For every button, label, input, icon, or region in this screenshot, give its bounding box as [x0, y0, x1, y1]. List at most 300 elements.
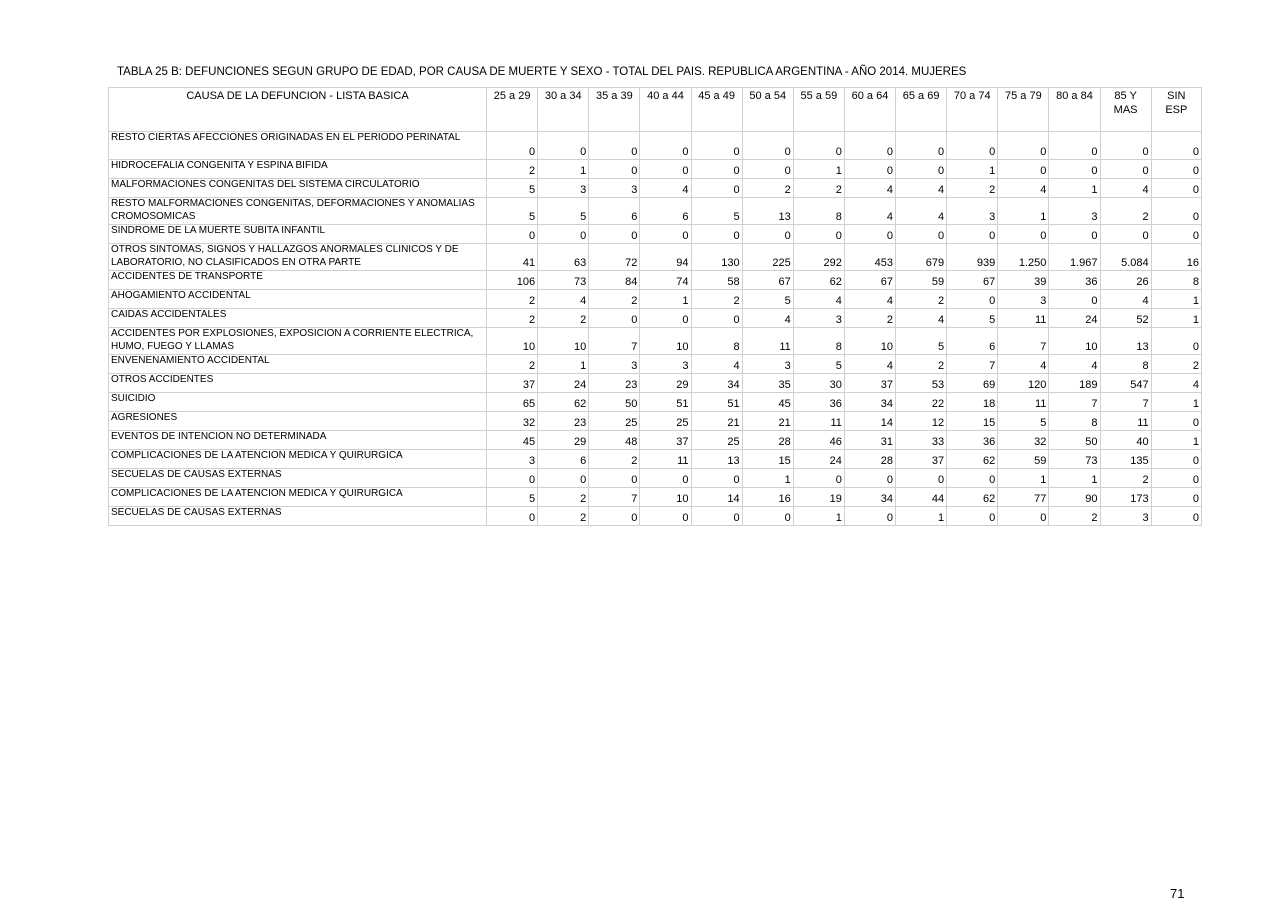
- value-cell: 11: [1100, 412, 1151, 431]
- value-cell: 4: [844, 355, 895, 374]
- value-cell: 0: [1151, 469, 1201, 488]
- value-cell: 0: [691, 132, 742, 160]
- value-cell: 0: [1151, 412, 1201, 431]
- value-cell: 18: [947, 393, 998, 412]
- page-number: 71: [1170, 886, 1185, 901]
- value-cell: 4: [640, 179, 691, 198]
- value-cell: 14: [691, 488, 742, 507]
- value-cell: 44: [896, 488, 947, 507]
- value-cell: 0: [589, 309, 640, 328]
- value-cell: 4: [844, 179, 895, 198]
- age-column-header: 25 a 29: [487, 88, 538, 132]
- value-cell: 0: [1049, 132, 1100, 160]
- value-cell: 5: [947, 309, 998, 328]
- value-cell: 0: [640, 225, 691, 244]
- value-cell: 3: [793, 309, 844, 328]
- value-cell: 37: [896, 450, 947, 469]
- value-cell: 0: [896, 160, 947, 179]
- cause-cell: ENVENENAMIENTO ACCIDENTAL: [109, 355, 487, 374]
- value-cell: 3: [487, 450, 538, 469]
- value-cell: 36: [1049, 271, 1100, 290]
- value-cell: 2: [487, 355, 538, 374]
- value-cell: 2: [742, 179, 793, 198]
- table-row: [109, 290, 1202, 309]
- value-cell: 36: [793, 393, 844, 412]
- value-cell: 0: [1151, 450, 1201, 469]
- value-cell: 4: [896, 179, 947, 198]
- value-cell: 0: [742, 132, 793, 160]
- value-cell: 1: [998, 469, 1049, 488]
- age-column-header: 35 a 39: [589, 88, 640, 132]
- value-cell: 0: [589, 225, 640, 244]
- value-cell: 0: [998, 160, 1049, 179]
- value-cell: 50: [1049, 431, 1100, 450]
- age-column-header: 85 Y MAS: [1100, 88, 1151, 132]
- value-cell: 2: [1100, 469, 1151, 488]
- cause-cell: HIDROCEFALIA CONGENITA Y ESPINA BIFIDA: [109, 160, 487, 179]
- value-cell: 11: [998, 393, 1049, 412]
- value-cell: 0: [589, 507, 640, 526]
- value-cell: 3: [1100, 507, 1151, 526]
- value-cell: 7: [1049, 393, 1100, 412]
- value-cell: 0: [1049, 225, 1100, 244]
- value-cell: 0: [1151, 507, 1201, 526]
- value-cell: 41: [487, 244, 538, 271]
- value-cell: 90: [1049, 488, 1100, 507]
- value-cell: 2: [487, 160, 538, 179]
- cause-cell: SECUELAS DE CAUSAS EXTERNAS: [109, 469, 487, 488]
- value-cell: 189: [1049, 374, 1100, 393]
- value-cell: 0: [487, 132, 538, 160]
- value-cell: 48: [589, 431, 640, 450]
- value-cell: 0: [1151, 132, 1201, 160]
- value-cell: 59: [998, 450, 1049, 469]
- value-cell: 1: [1151, 393, 1201, 412]
- value-cell: 0: [947, 507, 998, 526]
- value-cell: 4: [896, 309, 947, 328]
- value-cell: 1: [538, 160, 589, 179]
- age-column-header: 40 a 44: [640, 88, 691, 132]
- cause-cell: OTROS SINTOMAS, SIGNOS Y HALLAZGOS ANORMALES CLINICOS Y DE LABORATORIO, NO CLASIFICADOS EN OTRA PARTE: [109, 244, 487, 271]
- value-cell: 0: [1151, 225, 1201, 244]
- table-row: [109, 469, 1202, 488]
- table-row: [109, 160, 1202, 179]
- table-row: [109, 198, 1202, 225]
- value-cell: 0: [589, 469, 640, 488]
- value-cell: 0: [640, 132, 691, 160]
- value-cell: 1: [1049, 179, 1100, 198]
- value-cell: 0: [896, 469, 947, 488]
- value-cell: 7: [947, 355, 998, 374]
- value-cell: 73: [1049, 450, 1100, 469]
- value-cell: 2: [538, 309, 589, 328]
- value-cell: 25: [691, 431, 742, 450]
- value-cell: 292: [793, 244, 844, 271]
- value-cell: 0: [538, 132, 589, 160]
- value-cell: 23: [589, 374, 640, 393]
- value-cell: 3: [640, 355, 691, 374]
- age-column-header: 75 a 79: [998, 88, 1049, 132]
- table-row: [109, 507, 1202, 526]
- value-cell: 679: [896, 244, 947, 271]
- value-cell: 2: [793, 179, 844, 198]
- value-cell: 0: [742, 225, 793, 244]
- value-cell: 0: [793, 132, 844, 160]
- value-cell: 0: [742, 160, 793, 179]
- table-row: [109, 225, 1202, 244]
- age-column-header: 80 a 84: [1049, 88, 1100, 132]
- value-cell: 16: [1151, 244, 1201, 271]
- value-cell: 15: [742, 450, 793, 469]
- value-cell: 74: [640, 271, 691, 290]
- cause-cell: AGRESIONES: [109, 412, 487, 431]
- cause-cell: ACCIDENTES DE TRANSPORTE: [109, 271, 487, 290]
- value-cell: 3: [589, 355, 640, 374]
- value-cell: 0: [1049, 160, 1100, 179]
- value-cell: 5.084: [1100, 244, 1151, 271]
- value-cell: 1.967: [1049, 244, 1100, 271]
- age-column-header: 50 a 54: [742, 88, 793, 132]
- value-cell: 51: [691, 393, 742, 412]
- value-cell: 10: [1049, 328, 1100, 355]
- cause-cell: SINDROME DE LA MUERTE SUBITA INFANTIL: [109, 225, 487, 244]
- cause-cell: CAIDAS ACCIDENTALES: [109, 309, 487, 328]
- value-cell: 7: [589, 328, 640, 355]
- value-cell: 1: [998, 198, 1049, 225]
- value-cell: 6: [589, 198, 640, 225]
- value-cell: 63: [538, 244, 589, 271]
- table-row: [109, 309, 1202, 328]
- value-cell: 0: [947, 469, 998, 488]
- value-cell: 37: [844, 374, 895, 393]
- age-column-header: 55 a 59: [793, 88, 844, 132]
- value-cell: 5: [742, 290, 793, 309]
- value-cell: 10: [487, 328, 538, 355]
- value-cell: 58: [691, 271, 742, 290]
- value-cell: 939: [947, 244, 998, 271]
- value-cell: 24: [1049, 309, 1100, 328]
- value-cell: 0: [896, 132, 947, 160]
- value-cell: 4: [998, 355, 1049, 374]
- value-cell: 0: [640, 309, 691, 328]
- value-cell: 0: [947, 225, 998, 244]
- value-cell: 0: [487, 225, 538, 244]
- value-cell: 0: [1100, 160, 1151, 179]
- value-cell: 34: [691, 374, 742, 393]
- value-cell: 0: [691, 309, 742, 328]
- value-cell: 1: [947, 160, 998, 179]
- value-cell: 84: [589, 271, 640, 290]
- age-column-header: 70 a 74: [947, 88, 998, 132]
- value-cell: 4: [844, 290, 895, 309]
- value-cell: 1: [742, 469, 793, 488]
- cause-cell: AHOGAMIENTO ACCIDENTAL: [109, 290, 487, 309]
- value-cell: 0: [640, 469, 691, 488]
- value-cell: 4: [1100, 179, 1151, 198]
- value-cell: 67: [947, 271, 998, 290]
- value-cell: 8: [1049, 412, 1100, 431]
- value-cell: 39: [998, 271, 1049, 290]
- age-column-header: 45 a 49: [691, 88, 742, 132]
- value-cell: 33: [896, 431, 947, 450]
- value-cell: 5: [896, 328, 947, 355]
- value-cell: 0: [589, 160, 640, 179]
- value-cell: 4: [742, 309, 793, 328]
- age-column-header: 30 a 34: [538, 88, 589, 132]
- value-cell: 0: [691, 507, 742, 526]
- value-cell: 0: [742, 507, 793, 526]
- value-cell: 11: [793, 412, 844, 431]
- table-row: [109, 393, 1202, 412]
- value-cell: 52: [1100, 309, 1151, 328]
- value-cell: 10: [538, 328, 589, 355]
- value-cell: 3: [742, 355, 793, 374]
- value-cell: 59: [896, 271, 947, 290]
- value-cell: 5: [691, 198, 742, 225]
- value-cell: 3: [538, 179, 589, 198]
- age-column-header: 65 a 69: [896, 88, 947, 132]
- value-cell: 45: [742, 393, 793, 412]
- value-cell: 5: [998, 412, 1049, 431]
- value-cell: 7: [1100, 393, 1151, 412]
- value-cell: 21: [691, 412, 742, 431]
- cause-column-header: CAUSA DE LA DEFUNCION - LISTA BASICA: [109, 88, 487, 132]
- deaths-table: [108, 87, 1202, 526]
- value-cell: 26: [1100, 271, 1151, 290]
- cause-cell: RESTO MALFORMACIONES CONGENITAS, DEFORMACIONES Y ANOMALIAS CROMOSOMICAS: [109, 198, 487, 225]
- value-cell: 46: [793, 431, 844, 450]
- value-cell: 2: [691, 290, 742, 309]
- value-cell: 4: [793, 290, 844, 309]
- value-cell: 0: [947, 290, 998, 309]
- cause-cell: ACCIDENTES POR EXPLOSIONES, EXPOSICION A CORRIENTE ELECTRICA, HUMO, FUEGO Y LLAMAS: [109, 328, 487, 355]
- value-cell: 12: [896, 412, 947, 431]
- value-cell: 0: [998, 507, 1049, 526]
- value-cell: 2: [947, 179, 998, 198]
- value-cell: 67: [844, 271, 895, 290]
- value-cell: 1: [1151, 290, 1201, 309]
- value-cell: 225: [742, 244, 793, 271]
- value-cell: 1: [896, 507, 947, 526]
- cause-cell: SUICIDIO: [109, 393, 487, 412]
- value-cell: 0: [844, 507, 895, 526]
- value-cell: 1: [793, 507, 844, 526]
- value-cell: 2: [896, 355, 947, 374]
- table-row: [109, 179, 1202, 198]
- table-row: [109, 374, 1202, 393]
- cause-cell: SECUELAS DE CAUSAS EXTERNAS: [109, 507, 487, 526]
- value-cell: 2: [538, 488, 589, 507]
- value-cell: 1: [640, 290, 691, 309]
- value-cell: 13: [691, 450, 742, 469]
- table-row: [109, 328, 1202, 355]
- value-cell: 6: [947, 328, 998, 355]
- value-cell: 10: [640, 328, 691, 355]
- value-cell: 0: [998, 132, 1049, 160]
- value-cell: 77: [998, 488, 1049, 507]
- value-cell: 51: [640, 393, 691, 412]
- value-cell: 0: [844, 132, 895, 160]
- value-cell: 7: [589, 488, 640, 507]
- value-cell: 0: [844, 160, 895, 179]
- value-cell: 0: [640, 507, 691, 526]
- value-cell: 62: [793, 271, 844, 290]
- value-cell: 32: [487, 412, 538, 431]
- value-cell: 0: [998, 225, 1049, 244]
- value-cell: 0: [487, 507, 538, 526]
- value-cell: 62: [538, 393, 589, 412]
- value-cell: 0: [1100, 225, 1151, 244]
- value-cell: 0: [1151, 198, 1201, 225]
- value-cell: 2: [1049, 507, 1100, 526]
- value-cell: 2: [1100, 198, 1151, 225]
- value-cell: 40: [1100, 431, 1151, 450]
- value-cell: 2: [589, 290, 640, 309]
- value-cell: 2: [1151, 355, 1201, 374]
- value-cell: 65: [487, 393, 538, 412]
- value-cell: 11: [640, 450, 691, 469]
- value-cell: 4: [1049, 355, 1100, 374]
- value-cell: 45: [487, 431, 538, 450]
- value-cell: 67: [742, 271, 793, 290]
- table-row: [109, 355, 1202, 374]
- table-row: [109, 488, 1202, 507]
- value-cell: 2: [487, 290, 538, 309]
- value-cell: 50: [589, 393, 640, 412]
- value-cell: 8: [691, 328, 742, 355]
- value-cell: 2: [844, 309, 895, 328]
- value-cell: 30: [793, 374, 844, 393]
- cause-cell: COMPLICACIONES DE LA ATENCION MEDICA Y QUIRURGICA: [109, 450, 487, 469]
- value-cell: 5: [487, 179, 538, 198]
- cause-cell: RESTO CIERTAS AFECCIONES ORIGINADAS EN EL PERIODO PERINATAL: [109, 132, 487, 160]
- value-cell: 16: [742, 488, 793, 507]
- cause-cell: OTROS ACCIDENTES: [109, 374, 487, 393]
- value-cell: 547: [1100, 374, 1151, 393]
- value-cell: 11: [742, 328, 793, 355]
- value-cell: 94: [640, 244, 691, 271]
- value-cell: 135: [1100, 450, 1151, 469]
- value-cell: 28: [742, 431, 793, 450]
- value-cell: 8: [793, 328, 844, 355]
- value-cell: 0: [691, 469, 742, 488]
- value-cell: 1: [538, 355, 589, 374]
- value-cell: 1: [1151, 309, 1201, 328]
- value-cell: 21: [742, 412, 793, 431]
- value-cell: 2: [538, 507, 589, 526]
- value-cell: 0: [896, 225, 947, 244]
- table-row: [109, 132, 1202, 160]
- value-cell: 36: [947, 431, 998, 450]
- value-cell: 1: [793, 160, 844, 179]
- cause-cell: COMPLICACIONES DE LA ATENCION MEDICA Y QUIRURGICA: [109, 488, 487, 507]
- value-cell: 106: [487, 271, 538, 290]
- value-cell: 10: [844, 328, 895, 355]
- value-cell: 62: [947, 450, 998, 469]
- value-cell: 25: [640, 412, 691, 431]
- value-cell: 2: [487, 309, 538, 328]
- value-cell: 0: [538, 469, 589, 488]
- value-cell: 69: [947, 374, 998, 393]
- value-cell: 7: [998, 328, 1049, 355]
- value-cell: 31: [844, 431, 895, 450]
- value-cell: 62: [947, 488, 998, 507]
- value-cell: 0: [1151, 179, 1201, 198]
- value-cell: 19: [793, 488, 844, 507]
- value-cell: 4: [998, 179, 1049, 198]
- value-cell: 35: [742, 374, 793, 393]
- table-title: TABLA 25 B: DEFUNCIONES SEGUN GRUPO DE EDAD, POR CAUSA DE MUERTE Y SEXO - TOTAL DEL PAIS. REPUBLICA ARGENTINA - AÑO 2014. MUJERES: [117, 66, 967, 78]
- value-cell: 1.250: [998, 244, 1049, 271]
- value-cell: 3: [947, 198, 998, 225]
- value-cell: 0: [691, 160, 742, 179]
- value-cell: 8: [793, 198, 844, 225]
- value-cell: 120: [998, 374, 1049, 393]
- value-cell: 453: [844, 244, 895, 271]
- value-cell: 6: [640, 198, 691, 225]
- value-cell: 24: [538, 374, 589, 393]
- value-cell: 0: [844, 469, 895, 488]
- table-row: [109, 412, 1202, 431]
- value-cell: 2: [896, 290, 947, 309]
- value-cell: 5: [793, 355, 844, 374]
- value-cell: 0: [691, 179, 742, 198]
- value-cell: 3: [589, 179, 640, 198]
- age-column-header: 60 a 64: [844, 88, 895, 132]
- value-cell: 4: [1151, 374, 1201, 393]
- age-column-header: SIN ESP: [1151, 88, 1201, 132]
- value-cell: 0: [1100, 132, 1151, 160]
- value-cell: 1: [1049, 469, 1100, 488]
- value-cell: 29: [640, 374, 691, 393]
- value-cell: 37: [640, 431, 691, 450]
- value-cell: 73: [538, 271, 589, 290]
- value-cell: 8: [1100, 355, 1151, 374]
- value-cell: 32: [998, 431, 1049, 450]
- value-cell: 0: [691, 225, 742, 244]
- value-cell: 34: [844, 488, 895, 507]
- value-cell: 24: [793, 450, 844, 469]
- value-cell: 3: [998, 290, 1049, 309]
- value-cell: 0: [589, 132, 640, 160]
- value-cell: 0: [487, 469, 538, 488]
- table-row: [109, 431, 1202, 450]
- value-cell: 11: [998, 309, 1049, 328]
- value-cell: 0: [538, 225, 589, 244]
- value-cell: 4: [896, 198, 947, 225]
- value-cell: 29: [538, 431, 589, 450]
- value-cell: 0: [844, 225, 895, 244]
- value-cell: 72: [589, 244, 640, 271]
- value-cell: 25: [589, 412, 640, 431]
- value-cell: 15: [947, 412, 998, 431]
- header-row: [109, 88, 1202, 132]
- value-cell: 4: [1100, 290, 1151, 309]
- value-cell: 37: [487, 374, 538, 393]
- value-cell: 10: [640, 488, 691, 507]
- value-cell: 13: [1100, 328, 1151, 355]
- value-cell: 4: [691, 355, 742, 374]
- value-cell: 4: [538, 290, 589, 309]
- value-cell: 0: [640, 160, 691, 179]
- value-cell: 0: [1151, 160, 1201, 179]
- value-cell: 53: [896, 374, 947, 393]
- value-cell: 5: [487, 198, 538, 225]
- value-cell: 5: [487, 488, 538, 507]
- value-cell: 28: [844, 450, 895, 469]
- table-row: [109, 271, 1202, 290]
- value-cell: 0: [947, 132, 998, 160]
